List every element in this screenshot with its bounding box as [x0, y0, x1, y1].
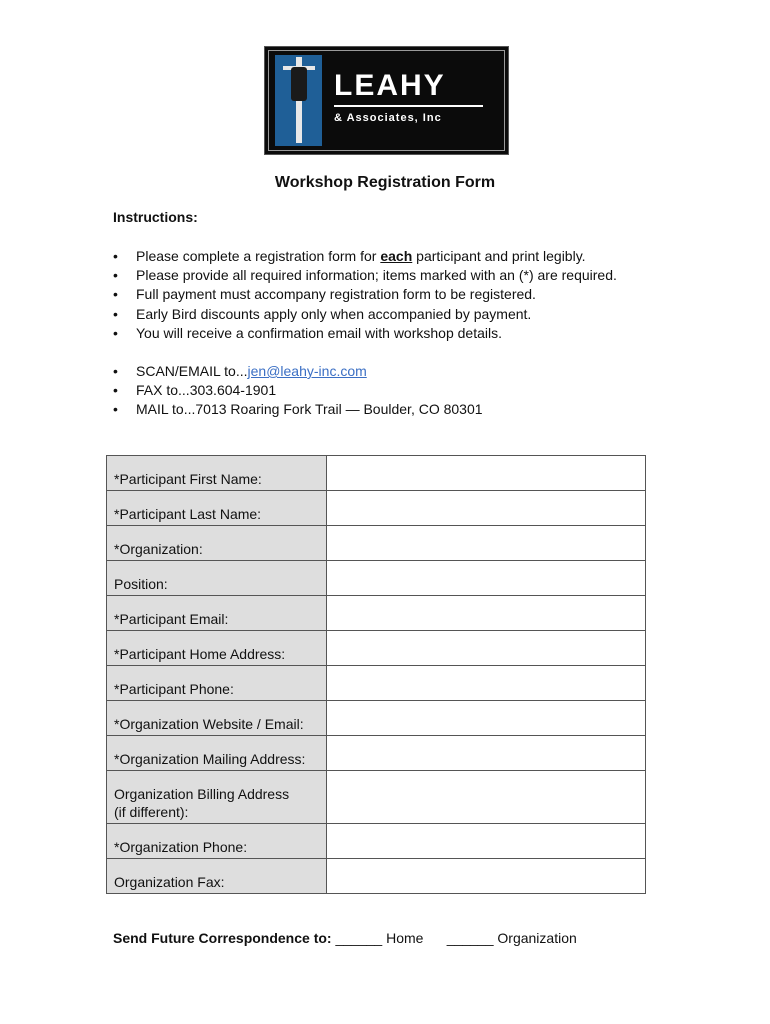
form-row	[107, 596, 646, 631]
field-input[interactable]	[327, 631, 646, 666]
form-body	[107, 456, 646, 894]
field-label: *Participant First Name:	[107, 456, 327, 491]
contact-list	[113, 362, 483, 420]
form-row	[107, 859, 646, 894]
form-row	[107, 666, 646, 701]
correspondence-line	[113, 930, 577, 946]
logo-figure-icon	[291, 67, 307, 101]
field-input[interactable]	[327, 824, 646, 859]
field-input[interactable]	[327, 666, 646, 701]
form-row	[107, 736, 646, 771]
field-label: *Organization Website / Email:	[107, 701, 327, 736]
field-label: *Participant Phone:	[107, 666, 327, 701]
field-label: *Organization Phone:	[107, 824, 327, 859]
field-input[interactable]	[327, 456, 646, 491]
field-input[interactable]	[327, 491, 646, 526]
contact-item-fax: • FAX to...303.604-1901	[113, 381, 483, 400]
field-label: *Organization Mailing Address:	[107, 736, 327, 771]
form-row	[107, 771, 646, 824]
logo-subtitle: & Associates, Inc	[334, 112, 442, 124]
field-input[interactable]	[327, 526, 646, 561]
instruction-item: • Full payment must accompany registration form to be registered.	[113, 285, 617, 304]
instruction-item: • Early Bird discounts apply only when accompanied by payment.	[113, 305, 617, 324]
home-blank[interactable]: ______	[335, 930, 383, 946]
form-row	[107, 491, 646, 526]
field-input[interactable]	[327, 596, 646, 631]
instructions-heading: Instructions:	[113, 209, 198, 225]
field-label: Organization Billing Address (if different):	[107, 771, 327, 824]
instruction-text: Please complete a registration form for	[136, 248, 381, 264]
contact-item-email	[113, 362, 483, 381]
field-input[interactable]	[327, 736, 646, 771]
instruction-item: • Please provide all required information; items marked with an (*) are required.	[113, 266, 617, 285]
correspondence-label: Send Future Correspondence to:	[113, 930, 332, 946]
field-input[interactable]	[327, 561, 646, 596]
field-label: *Participant Home Address:	[107, 631, 327, 666]
logo-name: LEAHY	[334, 69, 446, 102]
scan-email-label: SCAN/EMAIL to...	[136, 363, 248, 379]
instruction-text: participant and print legibly.	[412, 248, 586, 264]
field-label: *Participant Email:	[107, 596, 327, 631]
registration-form-table	[106, 455, 646, 894]
logo-rule	[334, 105, 483, 107]
contact-item-mail: • MAIL to...7013 Roaring Fork Trail — Boulder, CO 80301	[113, 400, 483, 419]
organization-blank[interactable]: ______	[446, 930, 494, 946]
page-title: Workshop Registration Form	[274, 174, 496, 191]
home-option: Home	[386, 930, 424, 946]
leahy-logo	[264, 46, 509, 155]
field-label: Position:	[107, 561, 327, 596]
form-row	[107, 561, 646, 596]
field-label: *Participant Last Name:	[107, 491, 327, 526]
organization-option: Organization	[497, 930, 577, 946]
field-input[interactable]	[327, 771, 646, 824]
field-label: *Organization:	[107, 526, 327, 561]
form-row	[107, 631, 646, 666]
emphasis-each: each	[380, 248, 413, 264]
field-input[interactable]	[327, 859, 646, 894]
form-row	[107, 701, 646, 736]
form-row	[107, 526, 646, 561]
email-link[interactable]: jen@leahy-inc.com	[247, 363, 367, 379]
form-row	[107, 456, 646, 491]
form-row	[107, 824, 646, 859]
field-label: Organization Fax:	[107, 859, 327, 894]
instructions-list	[113, 247, 617, 343]
instruction-item	[113, 247, 617, 266]
field-input[interactable]	[327, 701, 646, 736]
instruction-item: • You will receive a confirmation email with workshop details.	[113, 324, 617, 343]
